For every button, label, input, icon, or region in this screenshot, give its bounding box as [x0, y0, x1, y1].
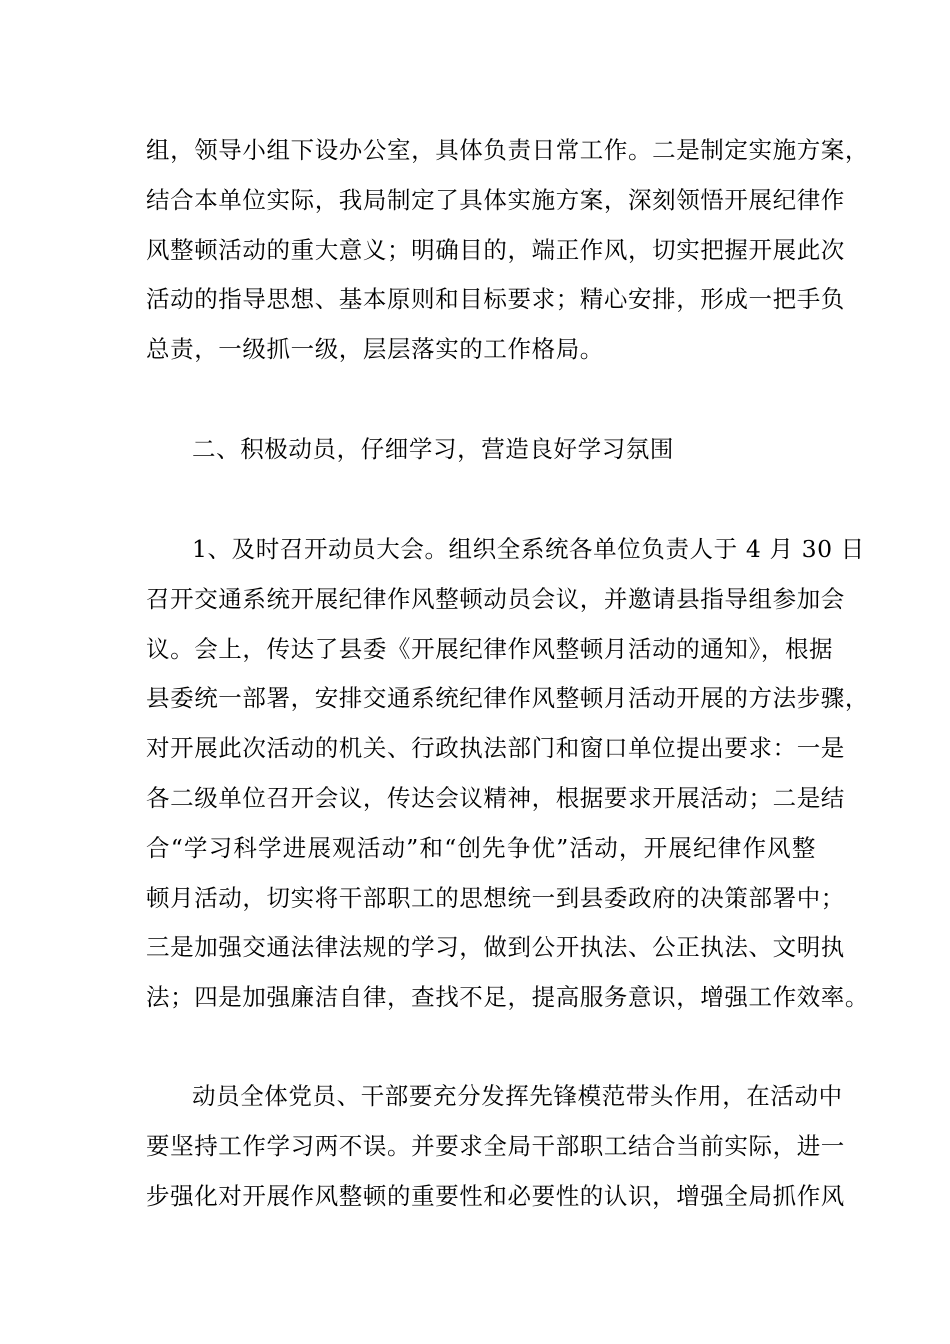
section-heading-text: 二、积极动员，仔细学习，营造良好学习氛围: [192, 435, 674, 463]
text-line: 风整顿活动的重大意义；明确目的，端正作风，切实把握开展此次: [146, 235, 845, 264]
text-line: 顿月活动，切实将干部职工的思想统一到县委政府的决策部署中；: [146, 883, 845, 912]
text-line: 合“学习科学进展观活动”和“创先争优”活动，开展纪律作风整: [146, 833, 816, 862]
text-line: 步强化对开展作风整顿的重要性和必要性的认识，增强全局抓作风: [146, 1181, 845, 1210]
text-line: 1、及时召开动员大会。组织全系统各单位负责人于 4 月 30 日: [192, 535, 865, 563]
text-line: 县委统一部署，安排交通系统纪律作风整顿月活动开展的方法步骤，: [146, 684, 869, 713]
paragraph-4: [146, 1072, 845, 1221]
text-line: 结合本单位实际，我局制定了具体实施方案，深刻领悟开展纪律作: [146, 185, 845, 214]
text-line: 要坚持工作学习两不误。并要求全局干部职工结合当前实际，进一: [146, 1131, 845, 1160]
section-heading: [146, 425, 816, 475]
text-line: 法；四是加强廉洁自律，查找不足，提高服务意识，增强工作效率。: [146, 983, 869, 1012]
paragraph-1: [146, 126, 869, 375]
text-line: 总责，一级抓一级，层层落实的工作格局。: [146, 335, 604, 364]
text-line: 各二级单位召开会议，传达会议精神，根据要求开展活动；二是结: [146, 783, 845, 812]
paragraph-3: [146, 525, 869, 1023]
text-line: 召开交通系统开展纪律作风整顿动员会议，并邀请县指导组参加会: [146, 584, 845, 613]
text-line: 议。会上，传达了县委《开展纪律作风整顿月活动的通知》，根据: [146, 634, 834, 663]
text-line: 活动的指导思想、基本原则和目标要求；精心安排，形成一把手负: [146, 285, 845, 314]
text-line: 三是加强交通法律法规的学习，做到公开执法、公正执法、文明执: [146, 933, 845, 962]
text-line: 动员全体党员、干部要充分发挥先锋模范带头作用，在活动中: [192, 1082, 843, 1110]
text-line: 组，领导小组下设办公室，具体负责日常工作。二是制定实施方案，: [146, 136, 869, 164]
text-line: 对开展此次活动的机关、行政执法部门和窗口单位提出要求：一是: [146, 734, 845, 763]
